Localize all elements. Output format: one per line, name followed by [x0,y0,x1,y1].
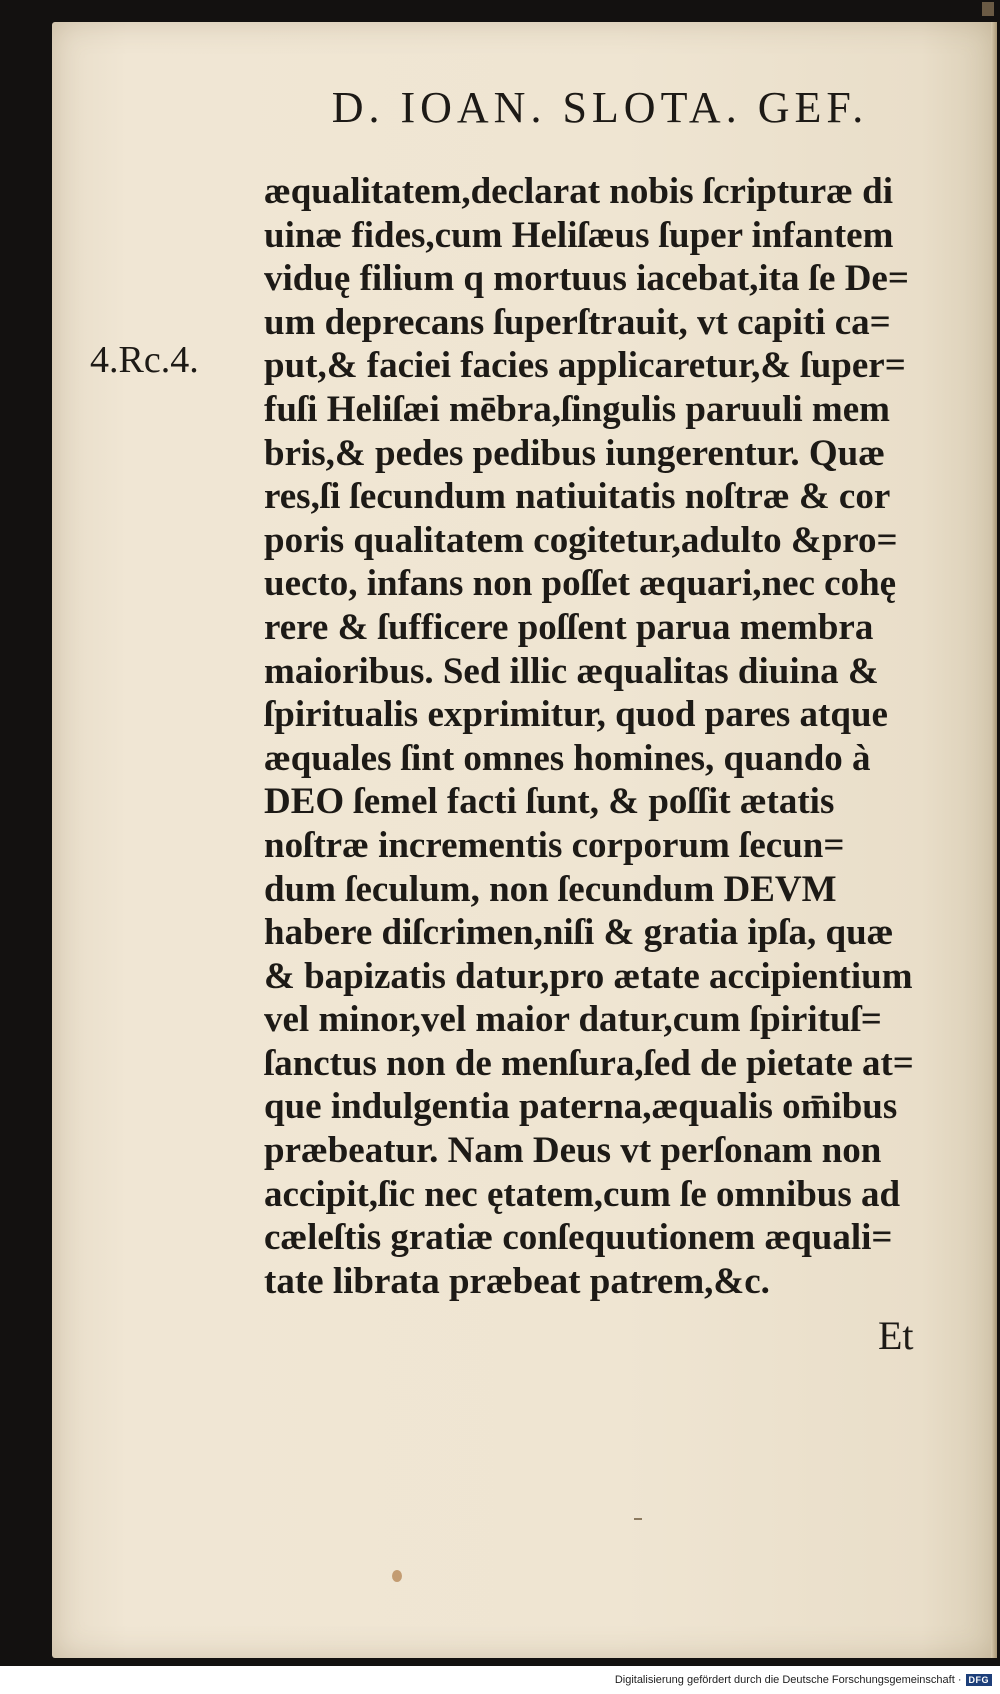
text-line: accipit,ſic nec ętatem,cum ſe omnibus ad [264,1173,901,1215]
text-line: cæleſtis gratiæ conſequutionem æquali= [264,1217,893,1259]
body-text [264,170,944,1303]
text-line: noſtræ incrementis corporum ſecun= [264,824,845,866]
text-line: uecto, infans non poſſet æquari,nec cohę [264,563,897,605]
text-line: fuſi Heliſæi mēbra,ſingulis paruuli mem [264,388,890,430]
text-line: ſpiritualis exprimitur, quod pares atque [264,694,888,736]
text-line: viduę filium q mortuus iacebat,ita ſe De= [264,258,909,300]
text-line: dum ſeculum, non ſecundum DEVM [264,868,837,910]
text-line: put,& faciei facies applicaretur,& ſuper= [264,345,906,387]
margin-reference: 4.Rc.4. [90,339,199,381]
text-line: præbeatur. Nam Deus vt perſonam non [264,1130,882,1172]
text-line: æqualitatem,declarat nobis ſcripturæ di [264,171,893,212]
running-header: D. IOAN. SLOTA. GEF. [331,83,869,132]
page-edge [991,22,997,1658]
text-line: tate librata præbeat patrem,&c. [264,1260,770,1302]
text-line: res,ſi ſecundum natiuitatis noſtræ & cor [264,476,891,518]
text-line: æquales ſint omnes homines, quando à [264,737,871,779]
text-line: DEO ſemel facti ſunt, & poſſit ætatis [264,781,835,823]
text-line: habere diſcrimen,niſi & gratia ipſa, quæ [264,912,894,954]
catchword: Et [878,1313,914,1358]
text-line: vel minor,vel maior datur,cum ſpirituſ= [264,999,882,1041]
scan-corner-mark [982,2,994,16]
paper-speck [634,1518,642,1520]
text-line: & bapizatis datur,pro ætate accipientium [264,955,913,997]
dfg-logo-icon: DFG [966,1674,993,1686]
digitization-credit [615,1674,992,1686]
credit-text: Digitalisierung gefördert durch die Deutsche Forschungsgemeinschaft · [614,1674,962,1686]
paper-stain [392,1570,402,1582]
text-line: que indulgentia paterna,æqualis om̄ibus [264,1086,898,1128]
text-line: poris qualitatem cogitetur,adulto &pro= [264,519,898,561]
text-line: um deprecans ſuperſtrauit, vt capiti ca= [264,301,891,343]
text-line: uinæ fides,cum Heliſæus ſuper infantem [264,214,894,256]
text-line: bris,& pedes pedibus iungerentur. Quæ [264,432,885,474]
text-line: rere & ſufficere poſſent parua membra [264,606,874,648]
text-line: maioribus. Sed illic æqualitas diuina & [264,650,879,692]
text-line: ſanctus non de menſura,ſed de pietate at= [264,1042,914,1084]
